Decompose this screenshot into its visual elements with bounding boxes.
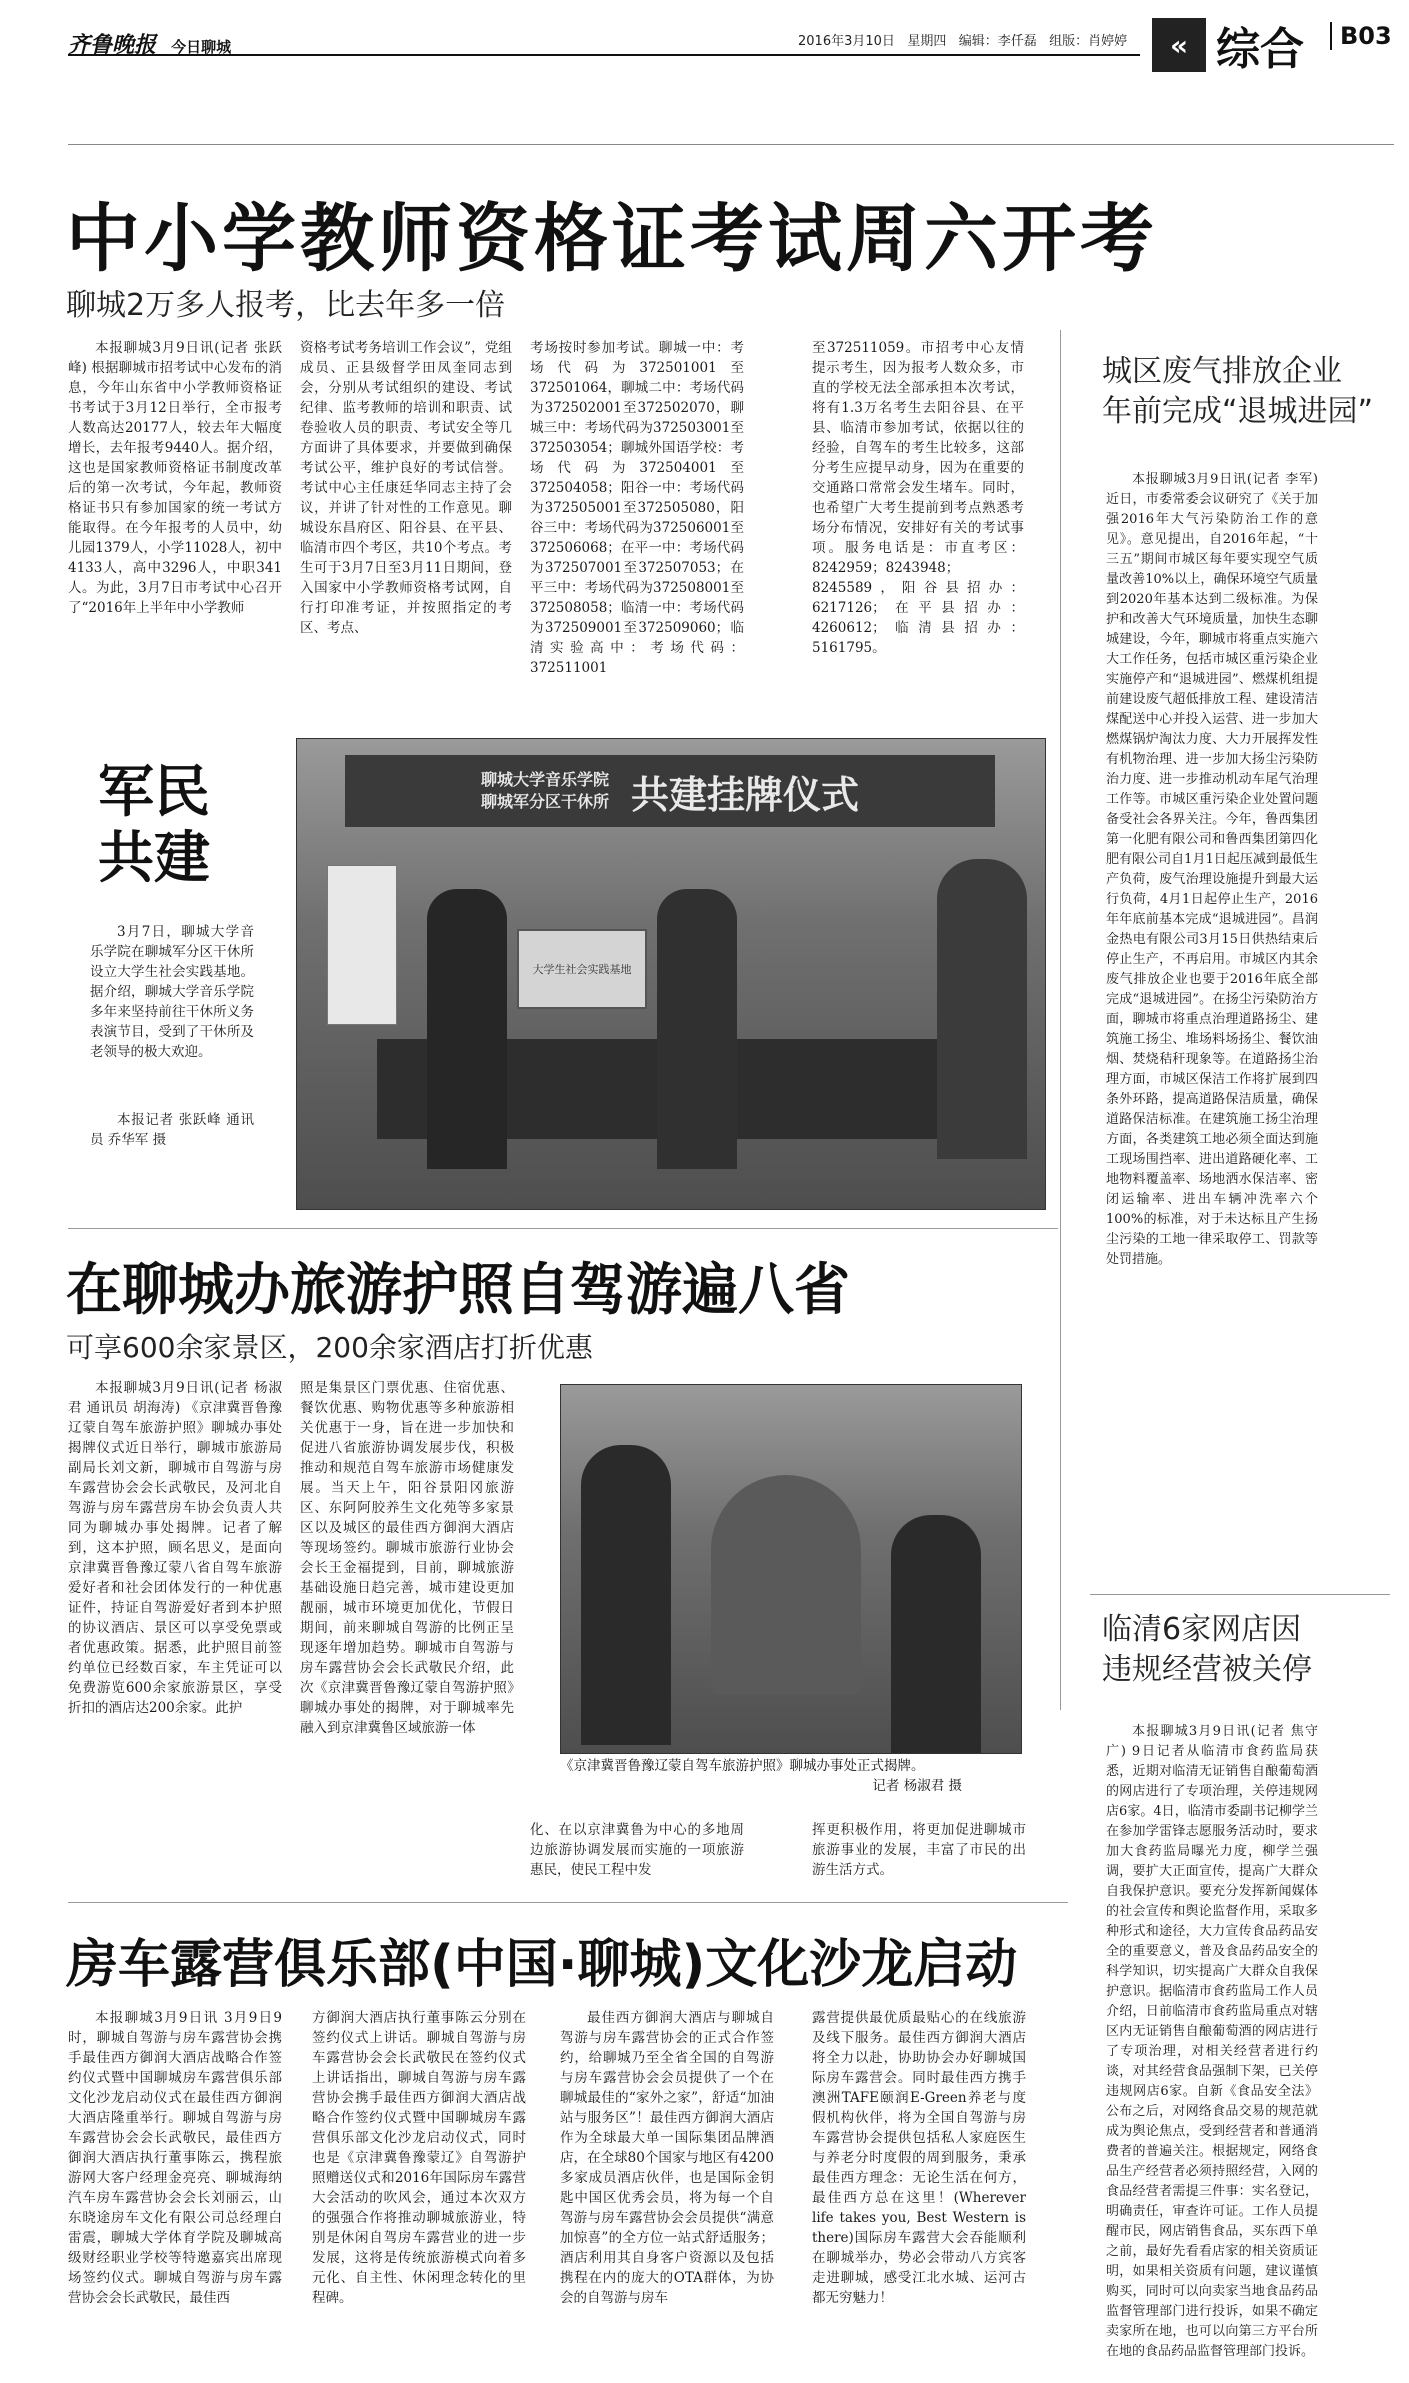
sidebar2-body: 本报聊城3月9日讯(记者 焦守广) 9日记者从临清市食药监局获悉，近期对临清无证销售自酿葡萄酒的网店进行了专项治理，关停违规网店6家。4日，临清市委副书记柳学兰在参加学雷锋志愿服务活动时，要求加大食药监局曝光力度，柳学兰强调，要扩大正面宣传，提高广大群众自我保护意识。要充分发挥新闻媒体的社会宣传和舆论监督作用，采取多种形式和途径，大力宣传食品药品安全的重要意义，普及食品药品安全的科学知识，切实提高广大群众自我保护意识。据临清市食药监局工作人员介绍，日前临清市食药监局重点对辖区内无证销售自酿葡萄酒的网店进行了专项治理，对相关经营者进行约谈，对其经营食品强制下架，已关停违规网店6家。自新《食品安全法》公布之后，对网络食品交易的规范就成为舆论焦点，受到经营者和普通消费者的普遍关注。根据规定，网络食品生产经营者必须持照经营，入网的食品经营者需提三件事：实名登记，明确责任，审查许可证。工作人员提醒市民，网店销售食品，买东西下单之前，最好先看看店家的相关资质证明，如果相关资质有问题，建议谨慎购买，同时可以向卖家当地食品药品监督管理部门进行投诉，如果不确定卖家所在地，也可以向第三方平台所在地的食品药品监督管理部门投诉。 [1106, 1724, 1318, 2359]
article3-col3: 最佳西方御润大酒店与聊城自驾游与房车露营协会的正式合作签约，给聊城乃至全省全国的自驾游与房车露营协会会员提供了一个在聊城最佳的“家外之家”，舒适“加油站与服务区”！最佳西方御润大酒店作为全球最大单一国际集团品牌酒店，在全球80个国家与地区有4200多家成员酒店伙伴，也是国际金钥匙中国区优秀会员，将为每一个自驾游与房车露营协会会员提供“满意加惊喜”的全方位一站式舒适服务；酒店利用其自身客户资源以及包括携程在内的庞大的OTA群体，为协会的自驾游与房车 [560, 2010, 774, 2306]
person-left [581, 1445, 671, 1745]
sidebar2-rule [1090, 1594, 1390, 1595]
plaque: 大学生社会实践基地 [517, 929, 647, 1009]
header-rule [68, 54, 1140, 56]
sidebar1-title-line1: 城区废气排放企业 [1102, 354, 1342, 389]
article2-col4: 挥更积极作用，将更加促进聊城市旅游事业的发展，丰富了市民的出游生活方式。 [812, 1822, 1026, 1878]
article1-headline: 中小学教师资格证考试周六开考 [66, 196, 1158, 282]
article1-col4: 至372511059。市招考中心友情提示考生，因为报考人数众多，市直的学校无法全部承担本次考试，将有1.3万名考生去阳谷县、在平县、临清市参加考试，依据以往的经验，自驾车的考生比较多，这部分考生应提早动身，因为在重要的交通路口常常会发生堵车。同时，也希望广大考生提前到考点熟悉考场分布情况，安排好有关的考试事项。服务电话是：市直考区：8242959；8243948；8245589，阳谷县招办：6217126；在平县招办：4260612；临清县招办：5161795。 [812, 340, 1024, 656]
article1-subtitle: 聊城2万多人报考，比去年多一倍 [66, 288, 506, 323]
sidebar1-title-line2: 年前完成“退城进园” [1102, 394, 1374, 429]
editor: 编辑：李仟磊 [958, 34, 1037, 49]
article2-col2: 照是集景区门票优惠、住宿优惠、餐饮优惠、购物优惠等多种旅游相关优惠于一身，旨在进一步加快和促进八省旅游协调发展步伐，积极推动和规范自驾车旅游市场健康发展。当天上午，阳谷景阳冈旅游区、东阿阿胶养生文化苑等多家景区以及城区的最佳西方御润大酒店等现场签约。聊城市旅游行业协会会长王金福提到，目前，聊城旅游基础设施日趋完善，城市建设更加靓丽，城市环境更加优化，节假日期间，前来聊城自驾游的比例正呈现逐年增加趋势。聊城市自驾游与房车露营协会会长武敬民介绍，此次《京津冀晋鲁豫辽蒙自驾游护照》聊城办事处的揭牌，对于聊城率先融入到京津冀鲁区域旅游一体 [300, 1380, 514, 1736]
issue-weekday: 星期四 [907, 34, 947, 49]
sidebar1-headline [1102, 352, 1373, 432]
article3-rule [68, 1902, 1068, 1903]
audience [937, 859, 1027, 1159]
person-officer [427, 889, 507, 1169]
page-number: B03 [1330, 22, 1392, 50]
section-badge [1152, 12, 1320, 78]
junmin-credit: 本报记者 张跃峰 通讯员 乔华军 摄 [90, 1112, 254, 1148]
article1-col1: 本报聊城3月9日讯(记者 张跃峰) 根据聊城市招考试中心发布的消息，今年山东省中小学教师资格证书考试于3月12日举行，全市报考人数高达20177人，较去年大幅度增长，去年报考9440人。据介绍，这也是国家教师资格证书制度改革后的第一次考试，今年起，教师资格证书只有参加国家的统一考试方能取得。在今年报考的人员中，幼儿园1379人，小学11028人，初中4133人，高中3296人，中职341人。为此，3月7日市考试中心召开了“2016年上半年中小学教师 [68, 340, 282, 616]
banner-line1: 聊城大学音乐学院 [480, 770, 609, 789]
article3-col2: 方御润大酒店执行董事陈云分别在签约仪式上讲话。聊城自驾游与房车露营协会会长武敬民在签约仪式上讲话指出，聊城自驾游与房车露营协会携手最佳西方御润大酒店战略合作签约仪式暨中国聊城房车露营俱乐部文化沙龙启动仪式，同时也是《京津冀鲁豫蒙辽》自驾游护照赠送仪式和2016年国际房车露营大会活动的吹风会，通过本次双方的强强合作将推动聊城旅游业，特别是休闲自驾房车露营业的进一步发展，这将是传统旅游模式向着多元化、自主性、休闲理念转化的里程碑。 [312, 2010, 526, 2306]
section-zone: 综合 [1216, 24, 1304, 75]
junmin-body: 3月7日，聊城大学音乐学院在聊城军分区干休所设立大学生社会实践基地。据介绍，聊城大学音乐学院多年来坚持前往干休所义务表演节目，受到了干休所及老领导的极大欢迎。 [90, 924, 254, 1060]
issue-date: 2016年3月10日 [798, 34, 895, 49]
section-name: 今日聊城 [171, 38, 232, 56]
article1-col3: 考场按时参加考试。聊城一中：考场代码为372501001至372501064，聊城二中：考场代码为372502001至372502070，聊城三中：考场代码为372503001至372503054；聊城外国语学校：考场代码为372504001至372504058；阳谷一中：考场代码为372505001至372505080，阳谷三中：考场代码为372506001至372506068；在平一中：考场代码为372507001至372507053；在平三中：考场代码为372508001至372508058；临清一中：考场代码为372509001至372509060；临清实验高中：考场代码：372511001 [530, 340, 744, 676]
article1-col2: 资格考试考务培训工作会议”，党组成员、正县级督学田凤奎同志到会，分别从考试组织的建设、考试纪律、监考教师的培训和职责、试卷验收人员的职责、考试安全等几方面讲了具体要求，并要做到确保考试公平，维护良好的考试信誉。考试中心主任康廷华同志主持了会议，并讲了针对性的工作意见。聊城设东昌府区、阳谷县、在平县、临清市四个考区，共10个考点。考生可于3月7日至3月11日期间，登入国家中小学教师资格考试网，自行打印准考证，并按照指定的考区、考点、 [300, 340, 512, 636]
article2-caption-text: 《京津冀晋鲁豫辽蒙自驾车旅游护照》聊城办事处正式揭牌。 [560, 1758, 925, 1774]
banner-main: 共建挂牌仪式 [631, 772, 860, 817]
junmin-headline [98, 760, 210, 892]
unveiling-curtain [711, 1475, 861, 1695]
brand-logo: 齐鲁晚报 [68, 32, 157, 58]
air-conditioner [327, 865, 397, 1025]
junmin-title-line1: 军民 [98, 760, 210, 825]
sidebar1-body: 本报聊城3月9日讯(记者 李军) 近日，市委常委会议研究了《关于加强2016年大气污染防治工作的意见》。意见提出，自2016年起，“十三五”期间市城区每年要实现空气质量改善10%以上，确保环境空气质量到2020年基本达到二级标准。为保护和改善大气环境质量，加快生态聊城建设，今年，聊城市将重点实施六大工作任务，包括市城区重污染企业实施停产和“退城进园”、燃煤机组提前建设废气超低排放工程、建设清洁煤配送中心并投入运营、进一步加大燃煤锅炉淘汰力度、大力开展挥发性有机物治理、进一步加大扬尘污染防治力度、进一步推动机动车尾气治理工作等。市城区重污染企业处置问题备受社会各界关注。今年，鲁西集团第一化肥有限公司和鲁西集团第四化肥有限公司自1月1日起压减到最低生产负荷，废气治理设施提升到最大运行负荷，4月1日起停止生产，2016年年底前基本完成“退城进园”。昌润金热电有限公司3月15日供热结束后停止生产，不再启用。市城区内其余废气排放企业也要于2016年底全部完成“退城进园”。在扬尘污染防治方面，聊城市将重点治理道路扬尘、建筑施工扬尘、堆场料场扬尘、餐饮油烟、焚烧秸秆现象等。在道路扬尘治理方面，市城区保洁工作将扩展到四条外环路，提高道路保洁质量，确保道路保洁标准。在建筑施工扬尘治理方面，各类建筑工地必须全面达到施工现场围挡率、进出道路硬化率、工地物料覆盖率、场地洒水保洁率、密闭运输率、进出车辆冲洗率六个100%的标准，对于未达标且产生扬尘污染的工地一律采取停工、罚款等处罚措施。 [1106, 472, 1318, 1267]
photo-unveiling [560, 1384, 1022, 1754]
person-right [891, 1515, 981, 1754]
header-meta [798, 30, 1127, 49]
banner-line2: 聊城军分区干休所 [480, 792, 609, 811]
photo-ceremony [296, 738, 1046, 1210]
article2-subtitle: 可享600余家景区，200余家酒店打折优惠 [66, 1331, 593, 1364]
sidebar2-title-line2: 违规经营被关停 [1102, 1652, 1312, 1687]
junmin-title-line2: 共建 [98, 826, 210, 891]
article2-col1: 本报聊城3月9日讯(记者 杨淑君 通讯员 胡海涛) 《京津冀晋鲁豫辽蒙自驾车旅游护照》聊城办事处揭牌仪式近日举行，聊城市旅游局副局长刘文新，聊城市自驾游与房车露营协会会长武敬民，及河北自驾游与房车露营房车协会负责人共同为聊城办事处揭牌。记者了解到，这本护照，顾名思义，是面向京津冀晋鲁豫辽蒙八省自驾车旅游爱好者和社会团体发行的一种优惠证件，持证自驾游爱好者到本护照的协议酒店、景区可以享受免票或者优惠政策。据悉，此护照目前签约单位已经数百家，车主凭证可以免费游览600余家旅游景区，享受折扣的酒店达200余家。此护 [68, 1380, 282, 1716]
article2-col3: 化、在以京津冀鲁为中心的多地周边旅游协调发展而实施的一项旅游惠民，使民工程中发 [530, 1822, 744, 1878]
article2-rule [68, 1228, 1058, 1229]
sidebar-divider [1060, 330, 1061, 1710]
article2-headline: 在聊城办旅游护照自驾游遍八省 [66, 1258, 850, 1323]
article3-headline: 房车露营俱乐部(中国·聊城)文化沙龙启动 [66, 1935, 1018, 1995]
top-divider [68, 144, 1394, 145]
person-professor [657, 889, 737, 1169]
article2-photo-credit: 记者 杨淑君 摄 [872, 1778, 962, 1794]
article3-col1: 本报聊城3月9日讯 3月9日9时，聊城自驾游与房车露营协会携手最佳西方御润大酒店战略合作签约仪式暨中国聊城房车露营俱乐部文化沙龙启动仪式在最佳西方御润大酒店隆重举行。聊城自驾游与房车露营协会会长武敬民，最佳西方御润大酒店执行董事陈云，携程旅游网大客户经理金亮亮、聊城海纳汽车房车露营协会会长刘丽云，山东晓途房车文化有限公司总经理白雷震，聊城大学体育学院及聊城高级财经职业学校等特邀嘉宾出席现场签约仪式。聊城自驾游与房车露营协会会长武敬民，最佳西 [68, 2010, 282, 2306]
article3-col4: 露营提供最优质最贴心的在线旅游及线下服务。最佳西方御润大酒店将全力以赴，协助协会办好聊城国际房车露营会。同时最佳西方携手澳洲TAFE颐润E-Green养老与度假机构伙伴，将为全国自驾游与房车露营协会提供包括私人家庭医生与养老分时度假的周到服务，秉承最佳西方理念：无论生活在何方，最佳西方总在这里！(Wherever life takes you, Best Western is there)国际房车露营大会吞能顺利在聊城举办，势必会带动八方宾客走进聊城，感受江北水城、运河古都无穷魅力！ [812, 2010, 1026, 2306]
double-chevron-icon: « [1152, 18, 1206, 72]
designer: 组版：肖婷婷 [1049, 34, 1128, 49]
sidebar2-headline [1102, 1610, 1312, 1690]
article2-caption [560, 1756, 1022, 1798]
ceremony-banner [345, 755, 995, 827]
sidebar2-title-line1: 临清6家网店因 [1102, 1612, 1302, 1647]
